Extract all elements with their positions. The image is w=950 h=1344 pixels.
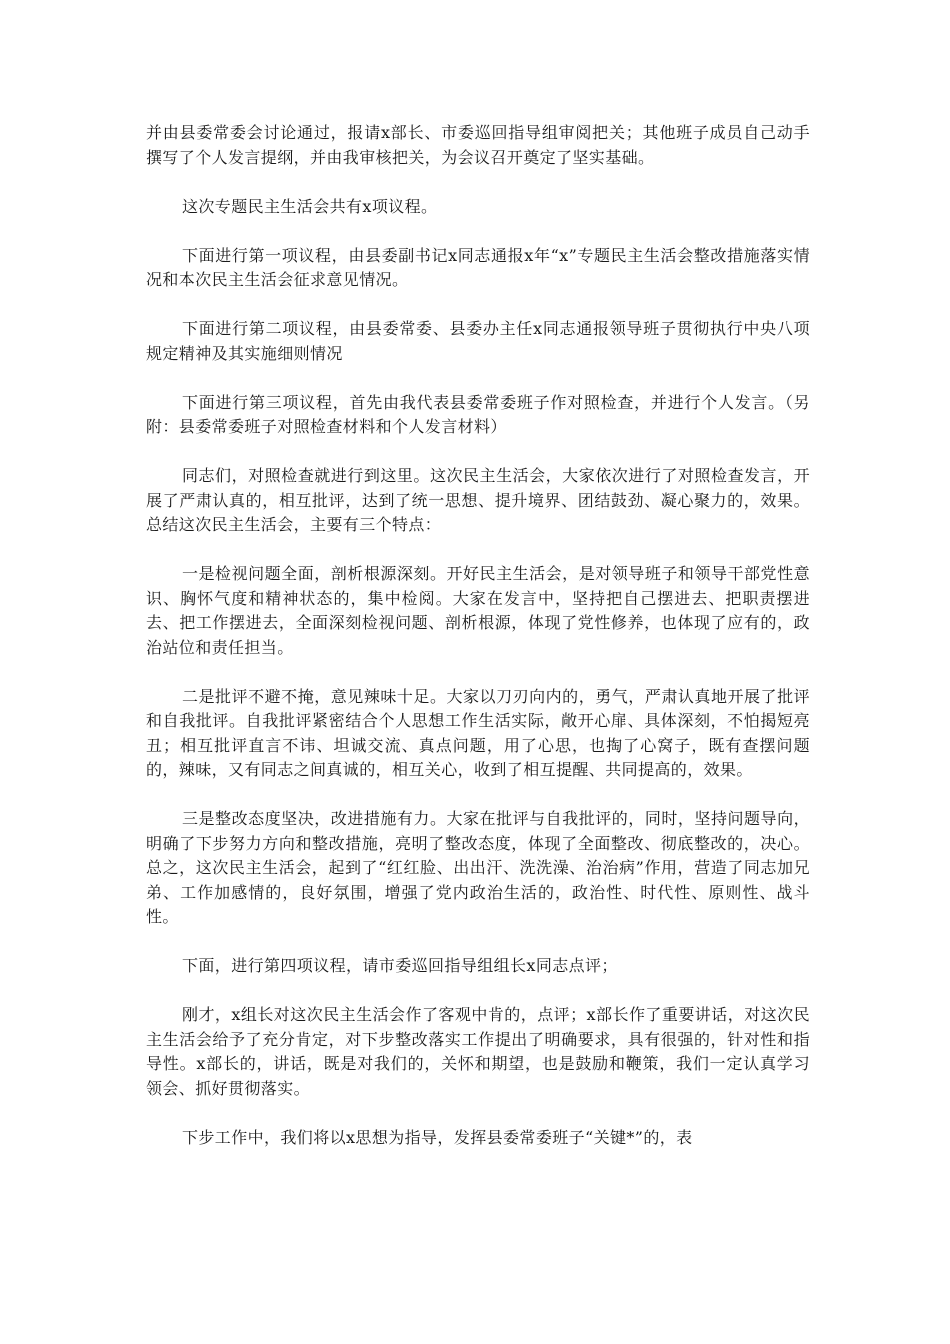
paragraph: 下面进行第二项议程，由县委常委、县委办主任x同志通报领导班子贯彻执行中央八项规定精神及其实施细则情况 [146,319,810,363]
paragraph: 下面，进行第四项议程，请市委巡回指导组组长x同志点评； [182,956,618,975]
paragraph: 三是整改态度坚决，改进措施有力。大家在批评与自我批评的，同时，坚持问题导向，明确了下步努力方向和整改措施，亮明了整改态度，体现了全面整改、彻底整改的，决心。总之，这次民主生活会，起到了“红红脸、出出汗、洗洗澡、治治病”作用，营造了同志加兄弟、工作加感情的，良好氛围，增强了党内政治生活的，政治性、时代性、原则性、战斗性。 [146,809,810,926]
paragraph: 下面进行第一项议程，由县委副书记x同志通报x年“x”专题民主生活会整改措施落实情况和本次民主生活会征求意见情况。 [146,245,810,289]
paragraph: 同志们，对照检查就进行到这里。这次民主生活会，大家依次进行了对照检查发言，开展了严肃认真的，相互批评，达到了统一思想、提升境界、团结鼓劲、凝心聚力的，效果。总结这次民主生活会，主要有三个特点： [146,466,810,534]
paragraph: 刚才，x组长对这次民主生活会作了客观中肯的，点评；x部长作了重要讲话，对这次民主生活会给予了充分肯定，对下步整改落实工作提出了明确要求，具有很强的，针对性和指导性。x部长的，讲话，既是对我们的，关怀和期望，也是鼓励和鞭策，我们一定认真学习领会、抓好贯彻落实。 [146,1005,810,1098]
paragraph: 一是检视问题全面，剖析根源深刻。开好民主生活会，是对领导班子和领导干部党性意识、胸怀气度和精神状态的，集中检阅。大家在发言中，坚持把自己摆进去、把职责摆进去、把工作摆进去，全面深刻检视问题、剖析根源，体现了党性修养，也体现了应有的，政治站位和责任担当。 [146,564,810,657]
paragraph: 并由县委常委会讨论通过，报请x部长、市委巡回指导组审阅把关；其他班子成员自己动手撰写了个人发言提纲，并由我审核把关，为会议召开奠定了坚实基础。 [146,123,810,167]
paragraph: 下步工作中，我们将以x思想为指导，发挥县委常委班子“关键*”的，表 [182,1127,693,1147]
document-body [146,121,810,1175]
paragraph: 下面进行第三项议程，首先由我代表县委常委班子作对照检查，并进行个人发言。（另附：县委常委班子对照检查材料和个人发言材料） [146,392,810,436]
paragraph: 这次专题民主生活会共有x项议程。 [182,196,438,216]
paragraph: 二是批评不避不掩，意见辣味十足。大家以刀刃向内的，勇气，严肃认真地开展了批评和自我批评。自我批评紧密结合个人思想工作生活实际，敞开心扉、具体深刻，不怕揭短亮丑；相互批评直言不讳、坦诚交流、真点问题，用了心思，也掏了心窝子，既有查摆问题的，辣味，又有同志之间真诚的，相互关心，收到了相互提醒、共同提高的，效果。 [146,686,810,779]
